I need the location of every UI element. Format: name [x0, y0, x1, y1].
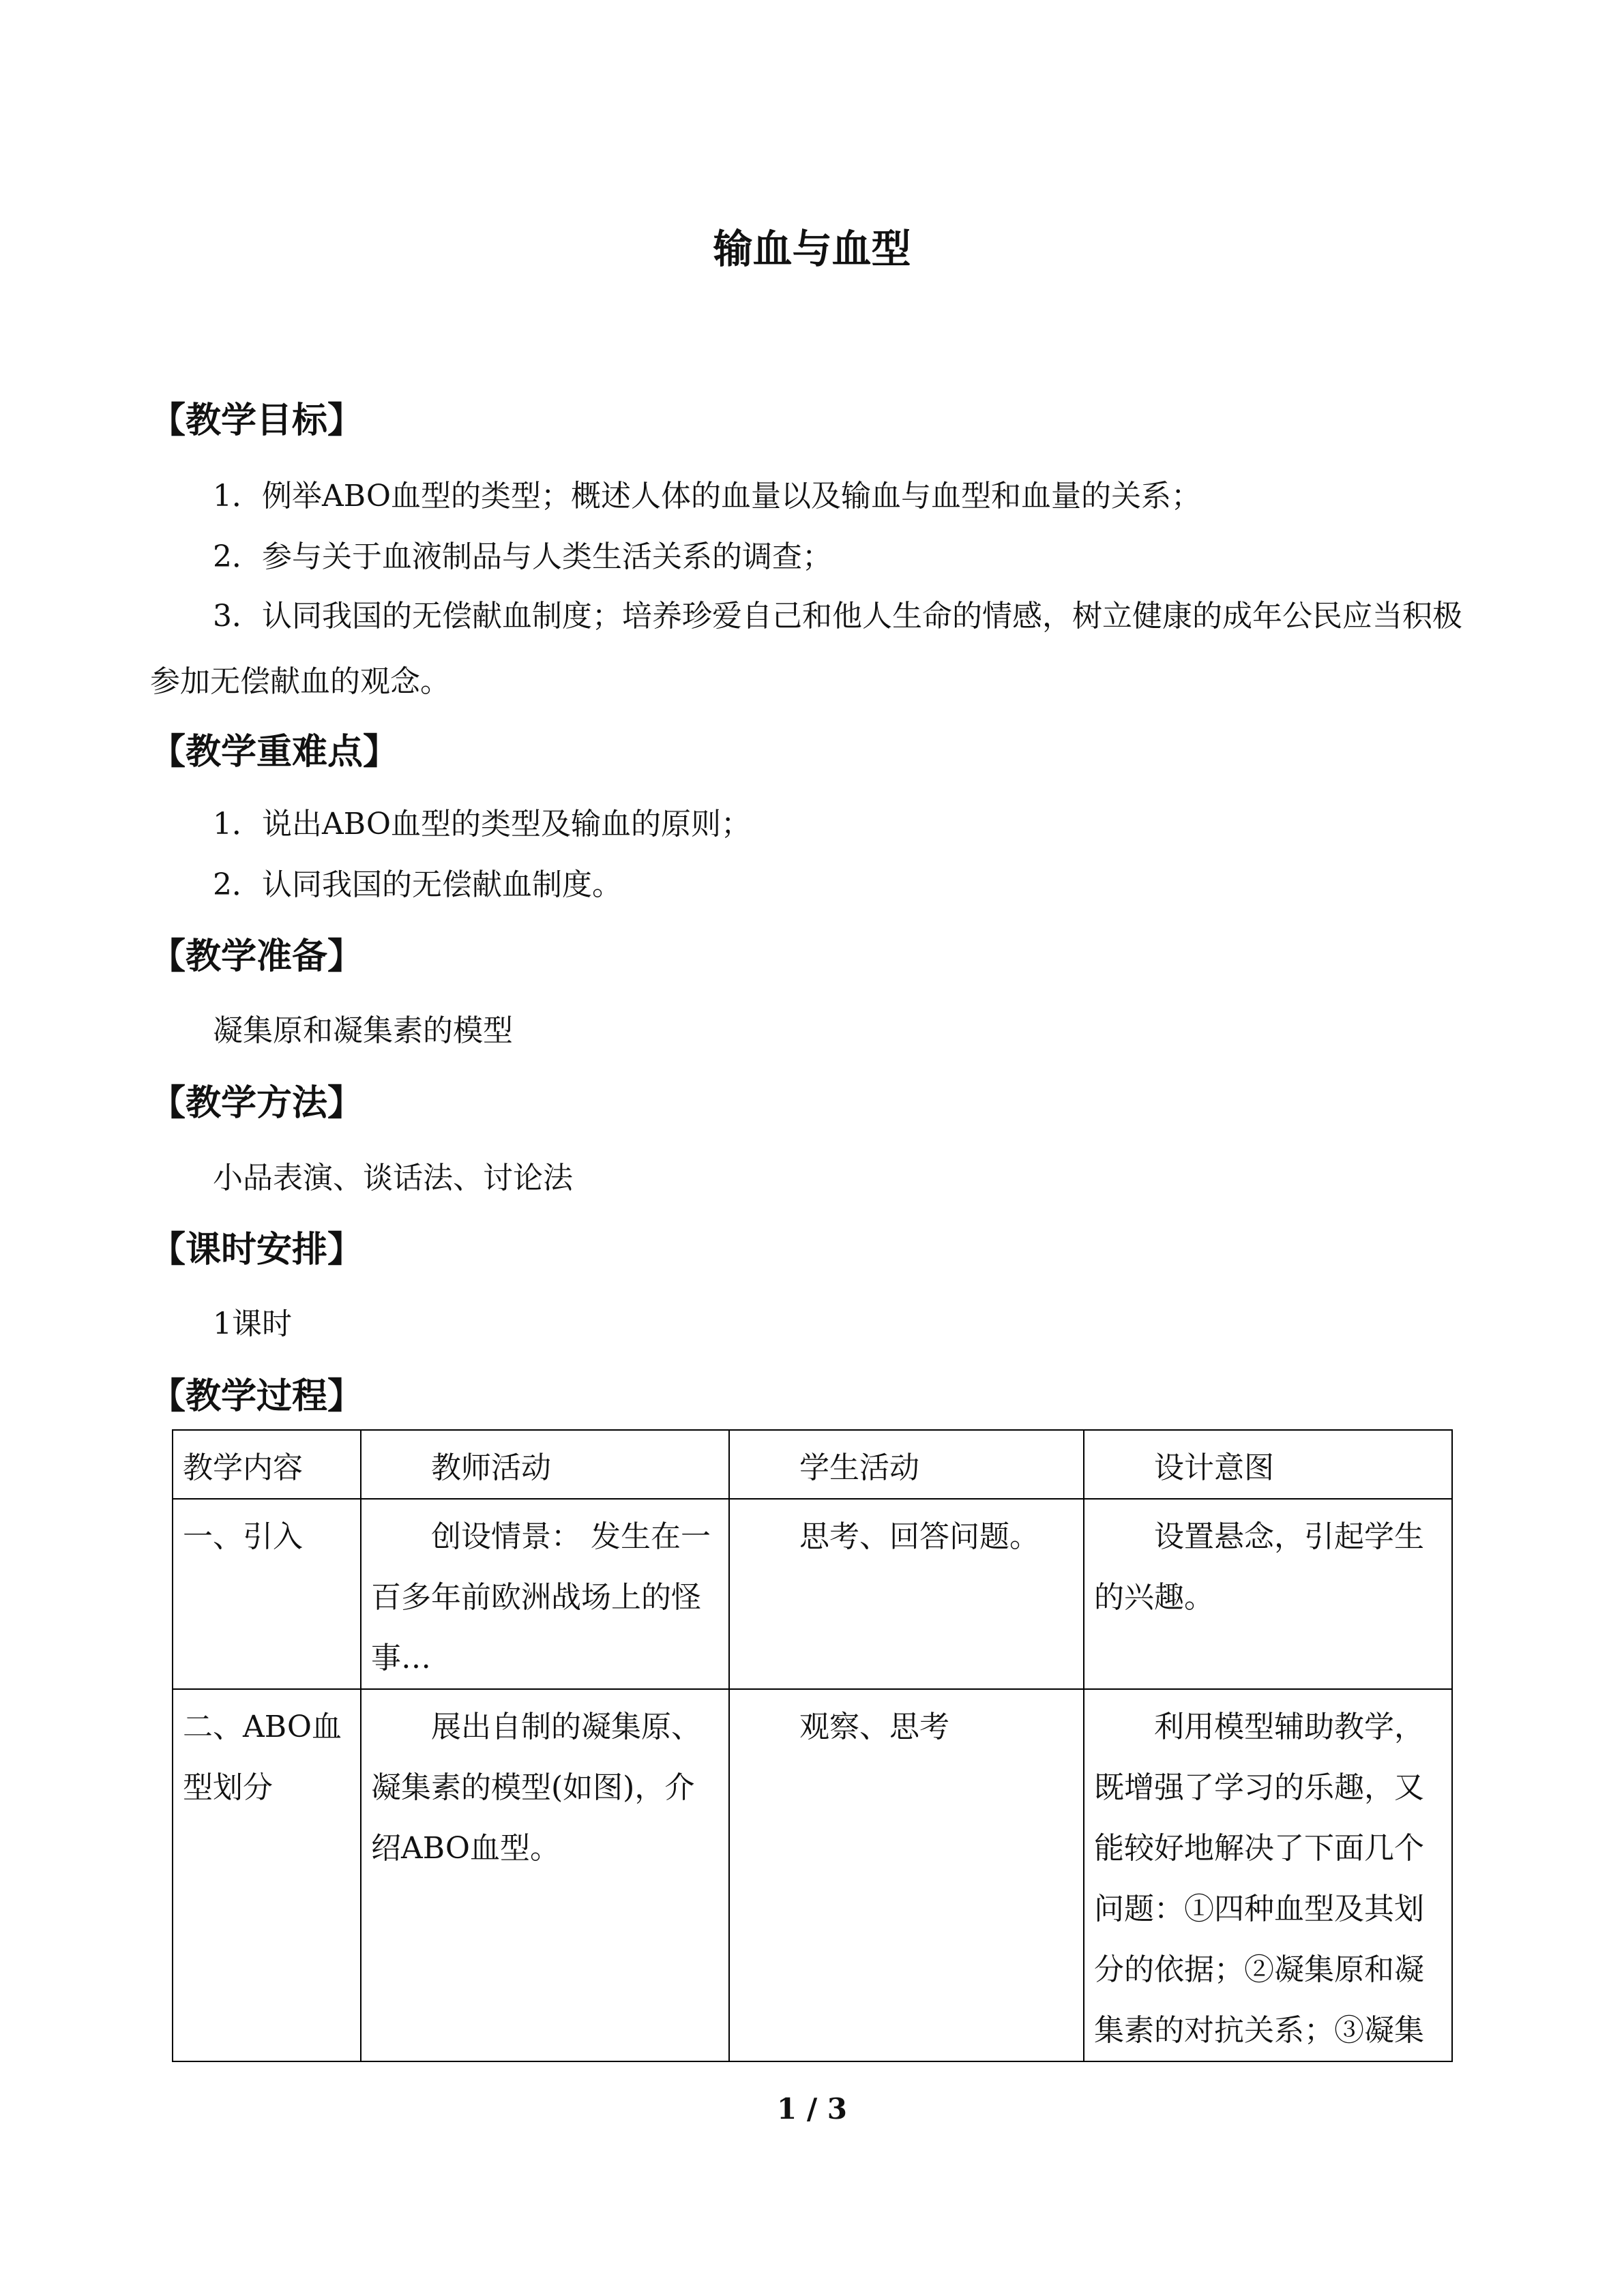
- key-point-item-2: 2．认同我国的无偿献血制度。: [213, 867, 622, 902]
- column-header-content: 教学内容: [173, 1430, 361, 1499]
- table-row: [173, 1689, 1452, 2061]
- cell-content: 一、引入: [173, 1499, 361, 1689]
- cell-intent: 设置悬念，引起学生的兴趣。: [1084, 1499, 1452, 1689]
- cell-teacher: 展出自制的凝集原、凝集素的模型(如图)，介绍ABO血型。: [361, 1689, 729, 2061]
- page-number: 1 / 3: [776, 2092, 848, 2126]
- table-header-row: [173, 1430, 1452, 1499]
- process-table: [172, 1429, 1453, 2062]
- column-header-student: 学生活动: [729, 1430, 1084, 1499]
- section-heading-key-points: 【教学重难点】: [150, 732, 399, 773]
- cell-student: 思考、回答问题。: [729, 1499, 1084, 1689]
- cell-teacher: 创设情景： 发生在一百多年前欧洲战场上的怪事…: [361, 1499, 729, 1689]
- objective-item-3: 3．认同我国的无偿献血制度；培养珍爱自己和他人生命的情感，树立健康的成年公民应当积极参加无偿献血的观念。: [150, 599, 1462, 699]
- cell-content: 二、ABO血型划分: [173, 1689, 361, 2061]
- cell-student: 观察、思考: [729, 1689, 1084, 2061]
- section-heading-schedule: 【课时安排】: [150, 1229, 364, 1270]
- methods-text: 小品表演、谈话法、讨论法: [213, 1161, 573, 1195]
- section-heading-process: 【教学过程】: [150, 1376, 364, 1417]
- document-title: 输血与血型: [713, 226, 911, 272]
- key-point-item-1: 1．说出ABO血型的类型及输血的原则；: [213, 807, 751, 841]
- column-header-intent: 设计意图: [1084, 1430, 1452, 1499]
- objective-item-1: 1．例举ABO血型的类型；概述人体的血量以及输血与血型和血量的关系；: [213, 479, 1201, 513]
- objective-item-2: 2．参与关于血液制品与人类生活关系的调查；: [213, 539, 832, 574]
- preparation-text: 凝集原和凝集素的模型: [213, 1013, 513, 1048]
- table-row: [173, 1499, 1452, 1689]
- section-heading-methods: 【教学方法】: [150, 1083, 364, 1124]
- cell-intent: 利用模型辅助教学，既增强了学习的乐趣，又能较好地解决了下面几个问题：①四种血型及其划分的依据；②凝集原和凝集素的对抗关系；③凝集: [1084, 1689, 1452, 2061]
- schedule-text: 1课时: [213, 1307, 292, 1341]
- section-heading-preparation: 【教学准备】: [150, 936, 364, 977]
- column-header-teacher: 教师活动: [361, 1430, 729, 1499]
- section-heading-objectives: 【教学目标】: [150, 400, 364, 441]
